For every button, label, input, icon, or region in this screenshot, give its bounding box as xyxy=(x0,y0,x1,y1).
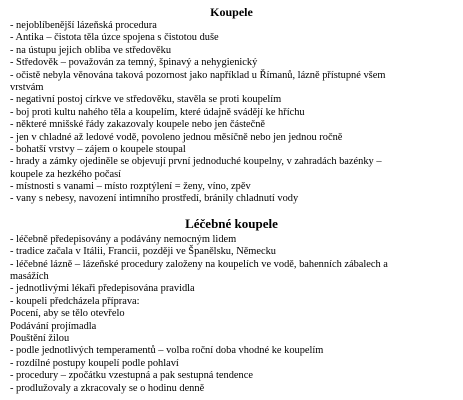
text-line: - nejoblíbenější lázeňská procedura xyxy=(10,20,157,31)
text-line: - negativní postoj církve ve středověku, stavěla se proti koupelím xyxy=(10,94,282,106)
text-line: - koupeli předcházela příprava: xyxy=(10,295,140,307)
text-line: Pouštění žilou xyxy=(10,332,70,344)
text-line: - jen v chladné až ledové vodě, povoleno jednou měsíčně nebo jen jednou ročně xyxy=(10,131,343,143)
section-koupele-list xyxy=(0,20,463,206)
text-line: masážích xyxy=(10,271,49,283)
text-line: - léčebně předepisovány a podávány nemocným lidem xyxy=(10,233,237,245)
section-heading-lecebne-koupele: Léčebné koupele xyxy=(185,215,278,231)
text-line: - jednotlivými lékaři předepisována pravidla xyxy=(10,283,195,295)
text-line: - tradice začala v Itálii, Francii, později ve Španělsku, Německu xyxy=(10,246,277,258)
text-line: - podle jednotlivých temperamentů – volba roční doba vhodné ke koupelím xyxy=(10,345,324,357)
text-line: vrstvám xyxy=(10,81,44,93)
text-line: - Středověk – považován za temný, špinavý a nehygienický xyxy=(10,57,258,69)
section-heading-koupele: Koupele xyxy=(210,5,253,19)
text-line: Podávání projímadla xyxy=(10,320,97,332)
text-line: Pocení, aby se tělo otevřelo xyxy=(10,308,125,320)
text-line: - bohatší vrstvy – zájem o koupele stoupal xyxy=(10,143,186,155)
text-line: - léčebné lázně – lázeňské procedury založeny na koupelích ve vodě, bahenních zábalech a xyxy=(10,258,388,270)
text-line: - boj proti kultu nahého těla a koupelím, které údajně svádějí ke hříchu xyxy=(10,106,305,118)
text-line: - některé mnišské řády zakazovaly koupele nebo jen částečně xyxy=(10,119,266,131)
text-line: - místnosti s vanami – místo rozptýlení = ženy, víno, zpěv xyxy=(10,181,251,193)
text-line: koupele za hezkého počasí xyxy=(10,168,122,180)
text-line: - očistě nebyla věnována taková pozornost jako například u Římanů, lázně přístupné všem xyxy=(10,69,386,81)
text-line: - prodlužovaly a zkracovaly se o hodinu denně xyxy=(10,382,205,394)
text-line: - procedury – zpočátku vzestupná a pak sestupná tendence xyxy=(10,370,253,382)
text-line: - vany s nebesy, navození intimního prostředí, bránily chladnutí vody xyxy=(10,193,299,205)
text-line: - rozdílné postupy koupelí podle pohlaví xyxy=(10,357,179,369)
text-line: - hrady a zámky ojediněle se objevují první jednoduché koupelny, v zahradách bazénky – xyxy=(10,156,382,168)
text-line: - Antika – čistota těla úzce spojena s čistotou duše xyxy=(10,32,219,44)
text-line: - na ústupu jejich obliba ve středověku xyxy=(10,44,172,56)
section-lecebne-koupele-list xyxy=(0,234,463,395)
